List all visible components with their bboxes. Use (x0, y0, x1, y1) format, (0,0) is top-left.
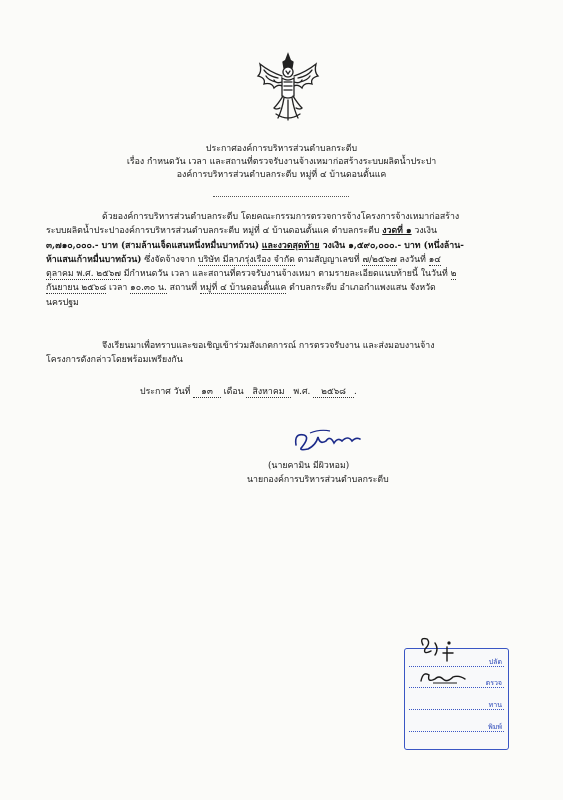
inspection-location: หมู่ที่ ๔ บ้านดอนตั้นแค (199, 283, 287, 294)
closing-row-2: โครงการดังกล่าวโดยพร้อมเพรียงกัน (46, 355, 183, 366)
body-text: ตำบลกระตีบ อำเภอกำแพงแสน จังหวัด (286, 283, 436, 294)
body-row-5 (46, 267, 516, 281)
month-label: เดือน (223, 387, 244, 397)
installment-1-amount: ๓,๗๑๐,๐๐๐.- บาท (สามล้านเจ็ดแสนหนึ่งหมื่นบาทถ้วน) (46, 240, 259, 251)
closing-row-1: จึงเรียนมาเพื่อทราบและขอเชิญเข้าร่วมสังเกตการณ์ การตรวจรับงาน และส่งมอบงานจ้าง (102, 341, 435, 351)
signature-icon (290, 425, 380, 455)
contract-number: ๗/๒๕๖๗ (362, 254, 397, 265)
final-installment-amount: วงเงิน ๑,๕๙๐,๐๐๐.- บาท (หนึ่งล้าน- (319, 240, 464, 251)
body-row-2 (46, 224, 516, 238)
inspection-day: ๒ (450, 269, 457, 280)
announcement-subject: เรื่อง กำหนดวัน เวลา และสถานที่ตรวจรับงานจ้างเหมาก่อสร้างระบบผลิตน้ำประปา (126, 157, 437, 167)
garuda-emblem-icon (252, 52, 324, 124)
final-installment-label: และงวดสุดท้าย (261, 240, 320, 251)
contract-day: ๑๔ (428, 254, 441, 265)
contract-month-year: ตุลาคม พ.ศ. ๒๕๖๗ (46, 269, 121, 280)
final-installment-amount-words: ห้าแสนเก้าหมื่นบาทถ้วน) (46, 254, 142, 265)
stamp-label-phim: พิมพ์ (488, 723, 502, 731)
stamp-label-palad: ปลัด (488, 658, 502, 666)
date-prefix: ประกาศ วันที่ (140, 387, 191, 397)
body-row-1: ด้วยองค์การบริหารส่วนตำบลกระตีบ โดยคณะกรรมการตรวจการจ้างโครงการจ้างเหมาก่อสร้าง (102, 212, 460, 222)
body-text: วงเงิน (411, 226, 437, 237)
body-paragraph-1 (46, 210, 516, 310)
body-text: มีกำหนดวัน เวลา และสถานที่ตรวจรับงานจ้างเหมา ตามรายละเอียดแนบท้ายนี้ ในวันที่ (120, 269, 451, 280)
date-month: สิงหาคม (246, 387, 290, 398)
body-text: ซึ่งจัดจ้างจาก (141, 254, 198, 265)
body-row-6 (46, 281, 516, 295)
announcement-date-line: ประกาศ วันที่ ๑๓ เดือน สิงหาคม พ.ศ. ๒๕๖๘ . (140, 387, 357, 397)
initials-signature-icon (413, 635, 473, 667)
initials-signature-icon (413, 667, 473, 689)
body-text: ระบบผลิตน้ำประปาองค์การบริหารส่วนตำบลกระตีบ หมู่ที่ ๔ บ้านดอนตั้นแค ตำบลกระตีบ (46, 226, 380, 237)
date-year: ๒๕๖๘ (313, 387, 354, 398)
year-label: พ.ศ. (293, 387, 311, 397)
signer-name: (นายคามิน มีผิวหอม) (268, 461, 350, 471)
announcement-heading: ประกาศองค์การบริหารส่วนตำบลกระตีบ (205, 144, 358, 154)
separator-dots (213, 196, 349, 197)
contractor-name: บริษัท มีลาภรุ่งเรือง จำกัด (198, 254, 295, 265)
stamp-label-than: ทาน (488, 701, 502, 709)
body-row-4 (46, 253, 516, 267)
announcement-subject-line2: องค์การบริหารส่วนตำบลกระตีบ หมู่ที่ ๔ บ้านดอนตั้นแค (176, 170, 387, 180)
date-day: ๑๓ (193, 387, 221, 398)
installment-1-label: งวดที่ ๑ (382, 226, 412, 237)
inspection-month-year: กันยายน ๒๕๖๘ (46, 283, 107, 294)
body-text: เวลา (106, 283, 131, 294)
body-row-7: นครปฐม (46, 297, 79, 308)
body-paragraph-2 (46, 339, 516, 368)
body-text: ตามสัญญาเลขที่ (294, 254, 363, 265)
body-text: ลงวันที่ (396, 254, 429, 265)
review-stamp (404, 648, 509, 750)
signer-title: นายกองค์การบริหารส่วนตำบลกระตีบ (247, 475, 389, 485)
inspection-time: ๑๐.๓๐ น. (130, 283, 167, 294)
body-text: สถานที่ (166, 283, 200, 294)
body-row-3 (46, 239, 516, 253)
stamp-label-truat: ตรวจ (485, 679, 502, 687)
